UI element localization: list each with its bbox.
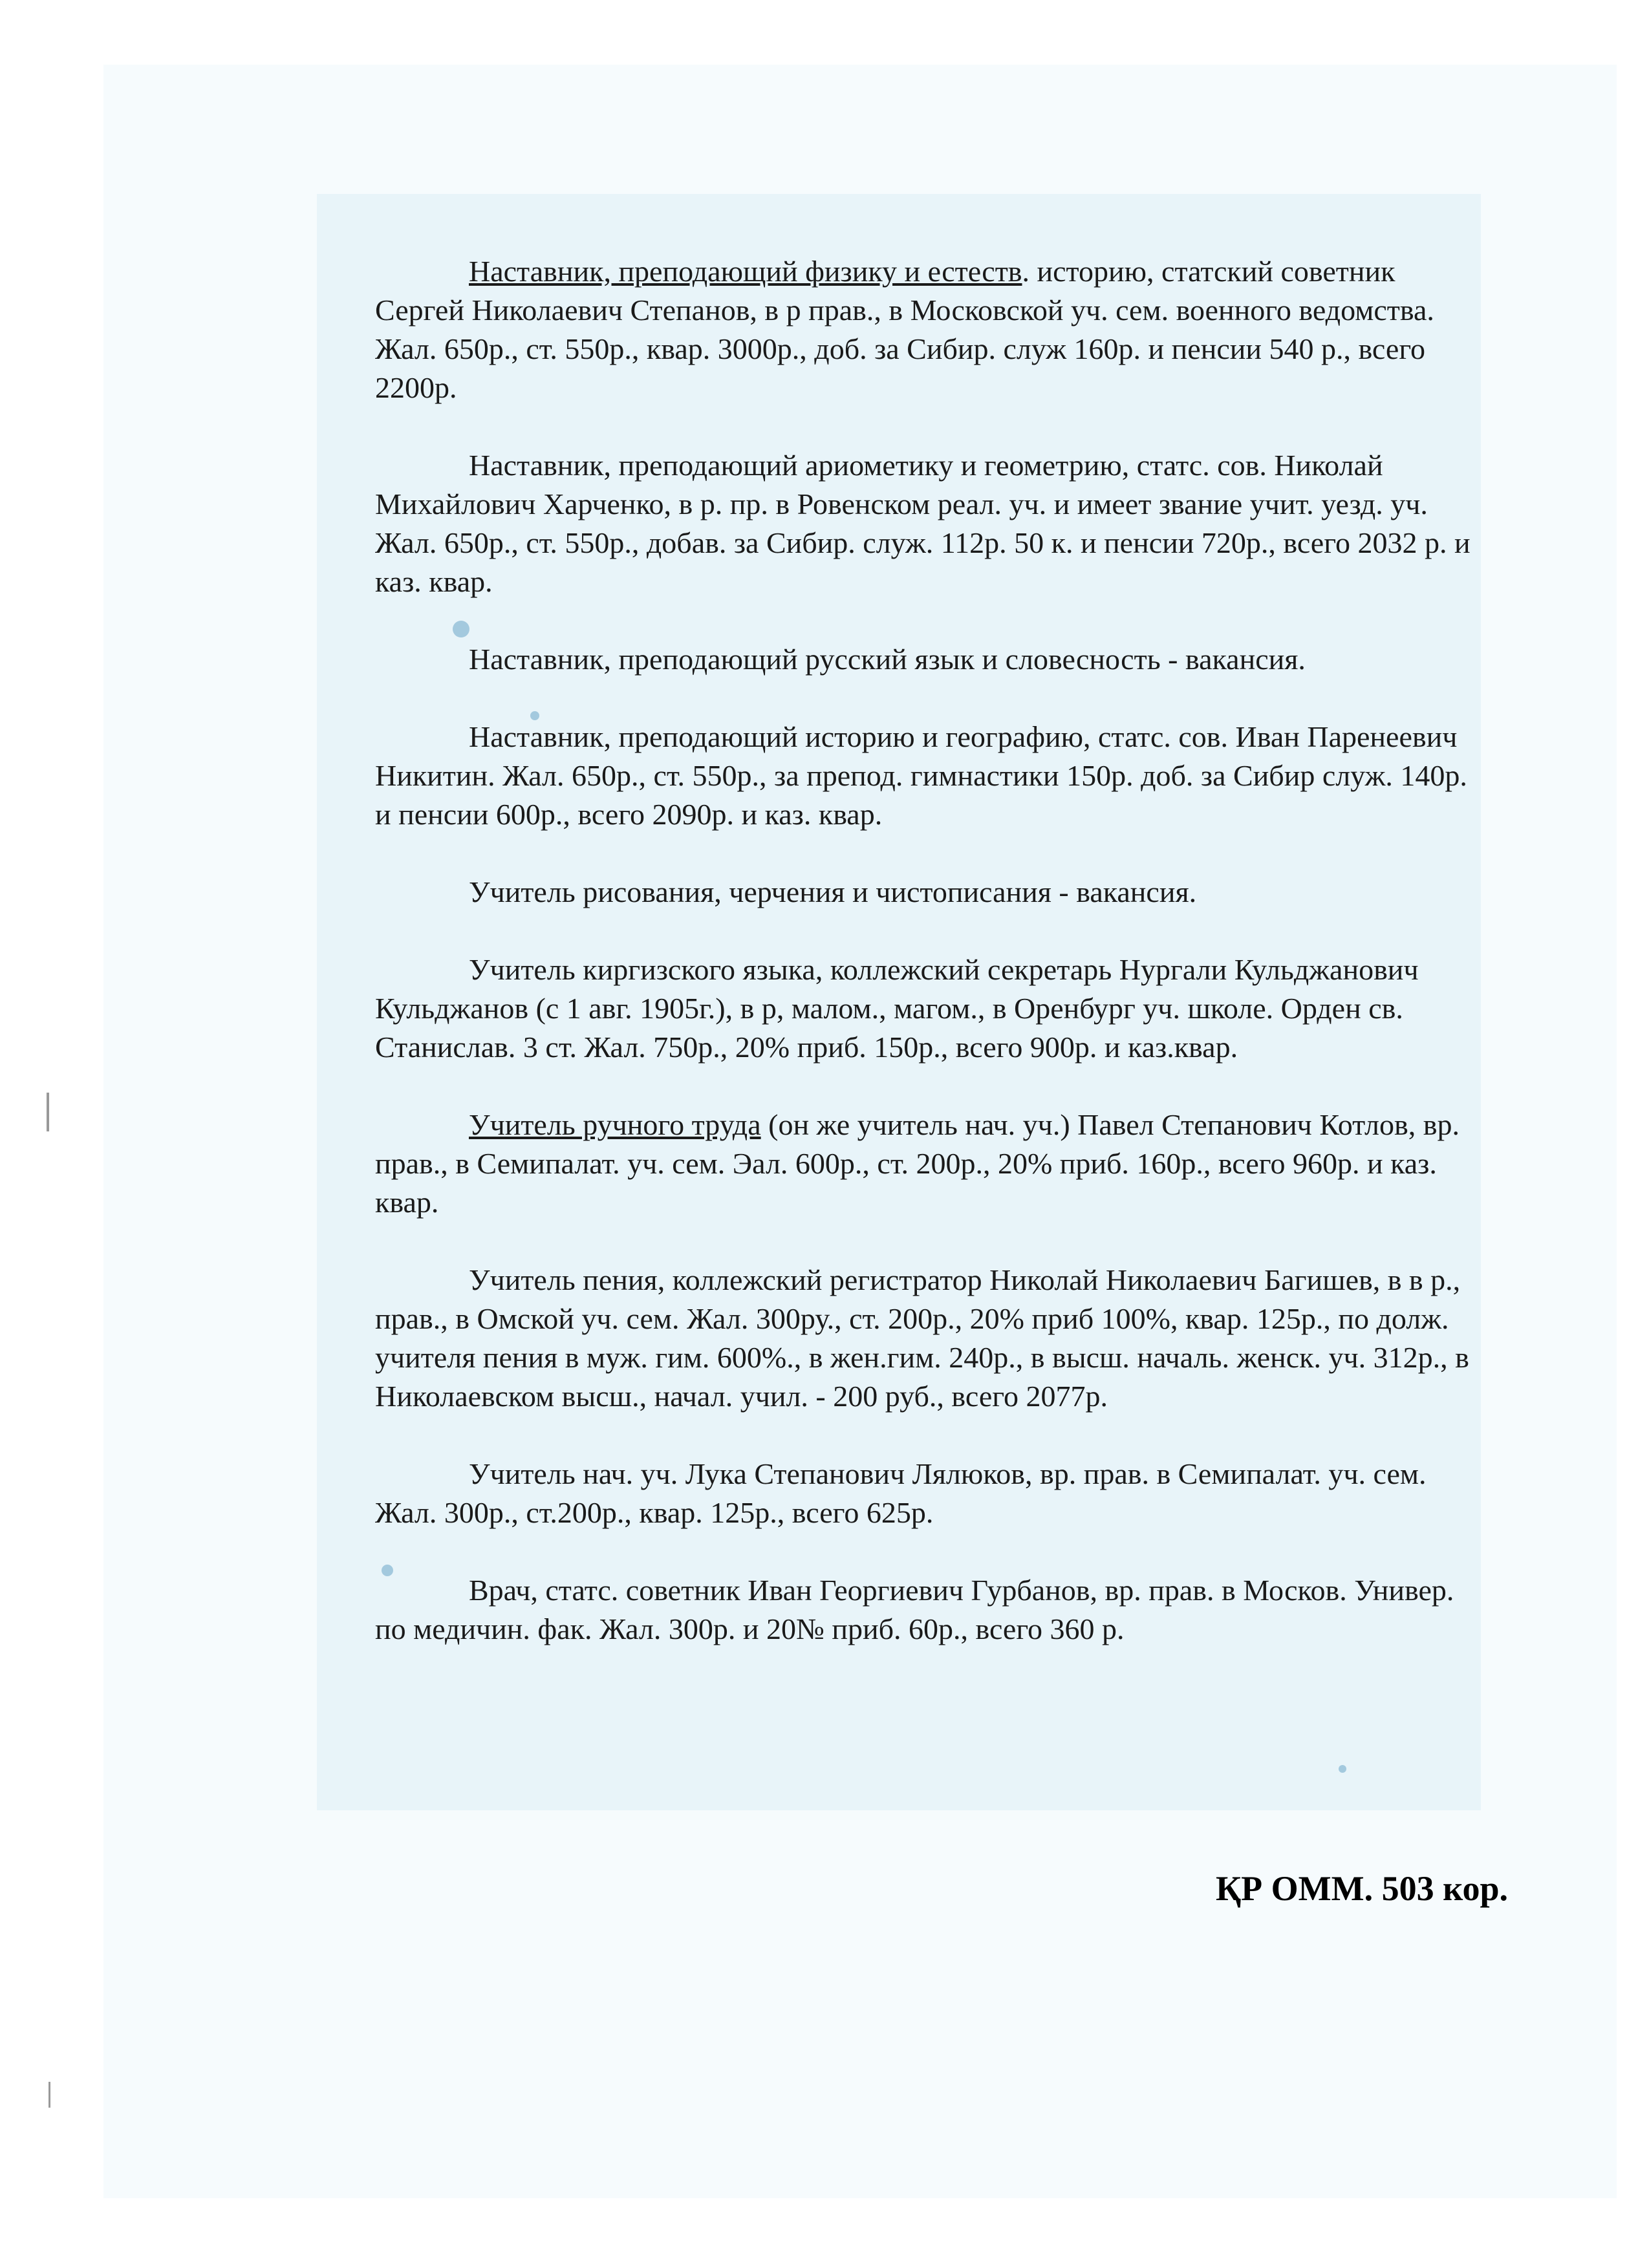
paragraph-text: Учитель рисования, черчения и чистописания - вакансия. [469,875,1197,908]
paragraph [375,873,1474,912]
margin-mark [47,1093,49,1131]
margin-mark [48,2082,50,2108]
paragraph [375,718,1474,834]
paragraph-text: Учитель нач. уч. Лука Степанович Лялюков, вр. прав. в Семипалат. уч. сем. Жал. 300р., ст.200р., квар. 125р., всего 625р. [375,1457,1427,1529]
paragraph-text: . историю, статский советник Сергей Николаевич Степанов, в р прав., в Московской уч. сем. военного ведомства. Жал. 650р., ст. 550р., квар. 3000р., доб. за Сибир. служ 160р. и пенсии 540 р., всего 2200р. [375,255,1434,404]
paragraph-text: (он же учитель нач. уч.) Павел Степанович Котлов, вр. прав., в Семипалат. уч. сем. Эал. 600р., ст. 200р., 20% приб. 160р., всего 960р. и каз. квар. [375,1108,1460,1219]
paragraph-text: Учитель киргизского языка, коллежский секретарь Нургали Кульджанович Кульджанов (с 1 авг. 1905г.), в р, малом., магом., в Оренбург уч. школе. Орден св. Станислав. 3 ст. Жал. 750р., 20% приб. 150р., всего 900р. и каз.квар. [375,953,1419,1064]
scan-speck [1339,1765,1346,1773]
document-body [375,252,1474,1649]
underlined-heading: Учитель ручного труда [469,1108,761,1141]
paragraph [375,1455,1474,1532]
paragraph [375,950,1474,1067]
paragraph-text: Наставник, преподающий русский язык и словесность - вакансия. [469,643,1306,676]
paragraph [375,640,1474,679]
paragraph [375,446,1474,601]
paragraph [375,1261,1474,1416]
archive-reference: ҚР ОММ. 503 кор. [1216,1869,1509,1908]
paragraph [375,1106,1474,1222]
paragraph-text: Наставник, преподающий историю и географию, статс. сов. Иван Паренеевич Никитин. Жал. 650р., ст. 550р., за препод. гимнастики 150р. доб. за Сибир служ. 140р. и пенсии 600р., всего 2090р. и каз. квар. [375,720,1467,831]
paragraph [375,252,1474,407]
paragraph [375,1571,1474,1649]
paragraph-text: Врач, статс. советник Иван Георгиевич Гурбанов, вр. прав. в Москов. Универ. по медичин. фак. Жал. 300р. и 20№ приб. 60р., всего 360 р. [375,1574,1454,1645]
paragraph-text: Наставник, преподающий ариометику и геометрию, статс. сов. Николай Михайлович Харченко, в р. пр. в Ровенском реал. уч. и имеет звание учит. уезд. уч. Жал. 650р., ст. 550р., добав. за Сибир. служ. 112р. 50 к. и пенсии 720р., всего 2032 р. и каз. квар. [375,449,1471,598]
underlined-heading: Наставник, преподающий физику и естеств [469,255,1022,288]
paragraph-text: Учитель пения, коллежский регистратор Николай Николаевич Багишев, в в р., прав., в Омской уч. сем. Жал. 300ру., ст. 200р., 20% приб 100%, квар. 125р., по долж. учителя пения в муж. гим. 600%., в жен.гим. 240р., в высш. началь. женск. уч. 312р., в Николаевском высш., начал. учил. - 200 руб., всего 2077р. [375,1263,1469,1413]
